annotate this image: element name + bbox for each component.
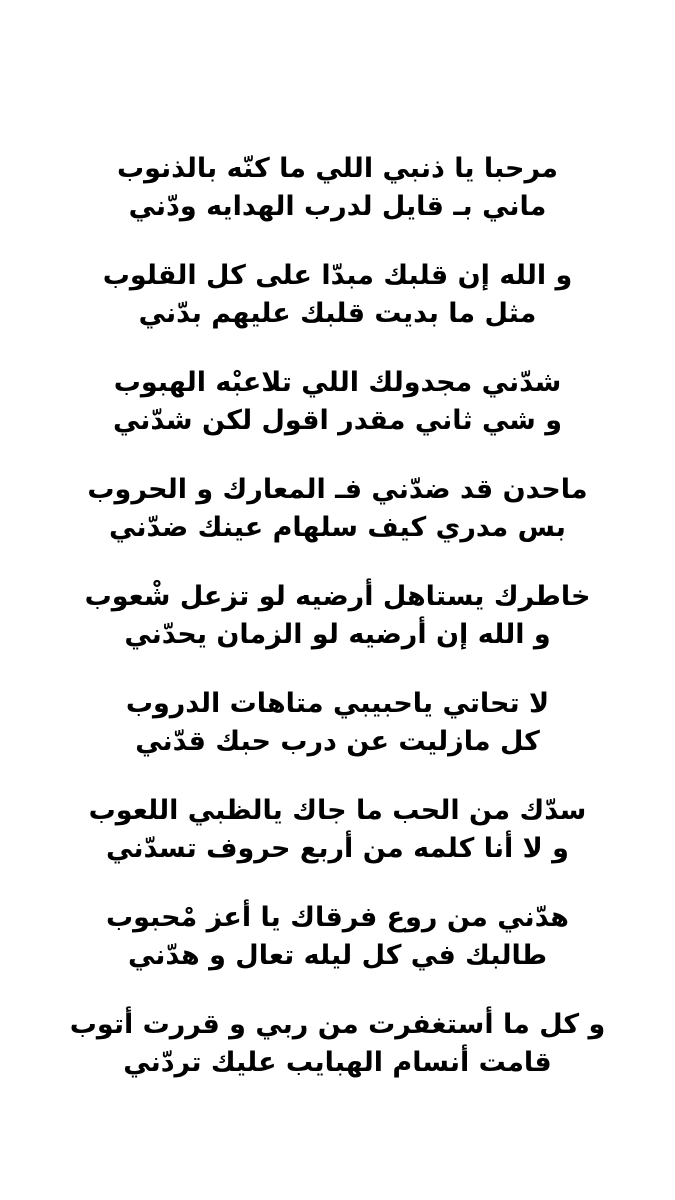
verse-line: كل مازليت عن درب حبك قدّني — [135, 726, 540, 757]
verse-line: مثل ما بديت قلبك عليهم بدّني — [138, 298, 537, 329]
stanza-8 — [0, 899, 675, 1006]
verse-line: ماحدن قد ضدّني فـ المعارك و الحروب — [87, 474, 588, 505]
verse-line: قامت أنسام الهبايب عليك تردّني — [123, 1047, 552, 1078]
stanza-4 — [0, 471, 675, 578]
verse-line: بس مدري كيف سلهام عينك ضدّني — [109, 512, 566, 543]
stanza-7 — [0, 792, 675, 899]
verse-line: طالبك في كل ليله تعال و هدّني — [127, 940, 548, 971]
stanza-9 — [0, 1006, 675, 1113]
verse-line: مرحبا يا ذنبي اللي ما كنّه بالذنوب — [116, 153, 559, 184]
verse-line: و لا أنا كلمه من أربع حروف تسدّني — [106, 833, 569, 864]
verse-line: ماني بـ قايل لدرب الهدايه ودّني — [128, 191, 547, 222]
verse-line: سدّك من الحب ما جاك يالظبي اللعوب — [88, 795, 587, 826]
verse-line: خاطرك يستاهل أرضيه لو تزعل شْعوب — [84, 581, 591, 612]
stanza-1 — [0, 150, 675, 257]
verse-line: شدّني مجدولك اللي تلاعبْه الهبوب — [113, 367, 562, 398]
verse-line: و كل ما أستغفرت من ربي و قررت أتوب — [69, 1009, 606, 1040]
verse-line: هدّني من روع فرقاك يا أعز مْحبوب — [105, 902, 570, 933]
verse-line: لا تحاتي ياحبيبي متاهات الدروب — [125, 688, 550, 719]
stanza-3 — [0, 364, 675, 471]
stanza-6 — [0, 685, 675, 792]
stanza-5 — [0, 578, 675, 685]
stanza-2 — [0, 257, 675, 364]
verse-line: و الله إن قلبك مبدّا على كل القلوب — [102, 260, 573, 291]
verse-line: و شي ثاني مقدر اقول لكن شدّني — [112, 405, 563, 436]
verse-line: و الله إن أرضيه لو الزمان يحدّني — [124, 619, 551, 650]
poem — [0, 150, 675, 1113]
